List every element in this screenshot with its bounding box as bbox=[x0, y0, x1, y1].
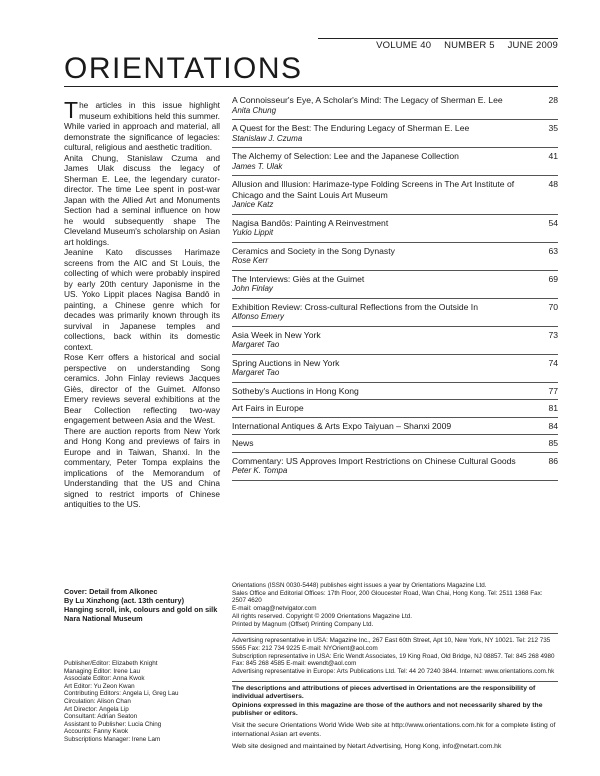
disclaimer-note: The descriptions and attributions of pieces advertised in Orientations are the responsibility of individual advertisers. bbox=[232, 684, 536, 701]
toc-title: Ceramics and Society in the Song Dynasty bbox=[232, 245, 395, 256]
toc-entry[interactable] bbox=[232, 176, 558, 215]
intro-paragraph: The articles in this issue highlight museum exhibitions held this summer. While varied in approach and material, all demonstrate the significance of legacies: cultural, religious and aesthetic tradition. bbox=[64, 97, 220, 152]
toc-entry[interactable] bbox=[232, 243, 558, 271]
toc-title: News bbox=[232, 438, 254, 448]
toc-page-number: 48 bbox=[548, 179, 558, 189]
toc-entry[interactable] bbox=[232, 383, 558, 401]
advertising-europe-line: Advertising representative in Europe: Arts Publications Ltd. Tel: 44 20 7240 3844. Internet: www.orientations.com.hk bbox=[232, 668, 555, 676]
staff-line: Associate Editor: Anna Kwok bbox=[64, 675, 145, 683]
toc-entry[interactable] bbox=[232, 327, 558, 355]
toc-title: Art Fairs in Europe bbox=[232, 403, 304, 413]
toc-entry[interactable] bbox=[232, 92, 558, 120]
toc-title: Nagisa Bandōs: Painting A Reinvestment bbox=[232, 217, 389, 228]
toc-page-number: 70 bbox=[548, 301, 558, 312]
toc-author: Janice Katz bbox=[232, 200, 274, 209]
staff-line: Contributing Editors: Angela Li, Greg Lau bbox=[64, 690, 179, 698]
website-note: Visit the secure Orientations World Wide Web site at http://www.orientations.com.hk for a complete listing of international Asian art events. bbox=[232, 722, 556, 738]
toc-author: Margaret Tao bbox=[232, 340, 280, 349]
intro-paragraph: Rose Kerr offers a historical and social perspective on understanding Song ceramics. John Finlay reviews Jacques Giès, director of the Guimet. Alfonso Emery reviews several exhibitions at the Bear Collection reflecting two-way engagement between Asia and the West. bbox=[64, 352, 220, 425]
toc-page-number: 84 bbox=[548, 420, 558, 431]
toc-title: Asia Week in New York bbox=[232, 329, 321, 340]
toc-page-number: 35 bbox=[548, 123, 558, 133]
staff-line: Consultant: Adrian Seaton bbox=[64, 713, 138, 721]
masthead bbox=[64, 52, 558, 87]
publication-line: Orientations (ISSN 0030-5448) publishes eight issues a year by Orientations Magazine Ltd. bbox=[232, 582, 487, 589]
intro-paragraph: Jeanine Kato discusses Harimaze screens from the AIC and St Louis, the collecting of which were probably inspired by early 20th century Japonisme in the US. Yoko Lippit places Nagisa Bandō in painting, a Chinese genre which for decades was primarily known through its survival in Japanese temples and collections, back within its domestic context. bbox=[64, 247, 220, 352]
cover-caption-line: Cover: Detail from Alkonec bbox=[64, 587, 158, 596]
toc-title: Commentary: US Approves Import Restrictions on Chinese Cultural Goods bbox=[232, 455, 516, 466]
toc-entry[interactable] bbox=[232, 271, 558, 299]
advertising-us-line: Advertising representative in USA: Magazine Inc., 267 East 60th Street, Apt 10, New York, NY 10021. Tel: 212 735 5565 Fax: 212 734 9225 E-mail: NYOrient@aol.com bbox=[232, 637, 551, 652]
staff-line: Publisher/Editor: Elizabeth Knight bbox=[64, 660, 158, 667]
toc-title: International Antiques & Arts Expo Taiyuan – Shanxi 2009 bbox=[232, 420, 452, 431]
editorial-intro bbox=[64, 97, 220, 510]
toc-title: Exhibition Review: Cross-cultural Reflections from the Outside In bbox=[232, 301, 478, 312]
intro-paragraph: Anita Chung, Stanislaw Czuma and James Ulak discuss the legacy of Sherman E. Lee, the legendary curator-director. The time Lee spent in post-war Japan with the Allied Art and Monuments Section had a seminal influence on how he would subsequently shape The Cleveland Museum's scholarship on Asian art holdings. bbox=[64, 152, 220, 247]
toc-entry[interactable] bbox=[232, 418, 558, 436]
toc-author: Rose Kerr bbox=[232, 256, 269, 265]
number-label: NUMBER 5 bbox=[444, 40, 495, 51]
toc-entry[interactable] bbox=[232, 453, 558, 481]
table-of-contents bbox=[232, 92, 558, 481]
toc-page-number: 86 bbox=[548, 455, 558, 466]
toc-title: A Quest for the Best: The Enduring Legacy of Sherman E. Lee bbox=[232, 123, 470, 133]
publication-email: E-mail: omag@netvigator.com bbox=[232, 605, 317, 613]
issue-date: JUNE 2009 bbox=[507, 40, 558, 51]
staff-line: Art Director: Angela Lip bbox=[64, 705, 129, 713]
cover-caption-line: Hanging scroll, ink, colours and gold on silk bbox=[64, 605, 218, 614]
toc-page-number: 63 bbox=[548, 245, 558, 256]
website-credit: Web site designed and maintained by Netart Advertising, Hong Kong, info@netart.com.hk bbox=[232, 743, 502, 751]
toc-title: The Interviews: Giès at the Guimet bbox=[232, 273, 365, 284]
intro-paragraph: There are auction reports from New York and Hong Kong and previews of fairs in Europe and in Taiwan, Shanxi. In the commentary, Peter Tompa explains the implications of the Memorandum of Understanding that the US and China signed to restrict imports of Chinese antiquities to the US. bbox=[64, 425, 220, 509]
toc-author: Margaret Tao bbox=[232, 368, 280, 377]
toc-entry[interactable] bbox=[232, 355, 558, 383]
toc-author: Anita Chung bbox=[232, 105, 277, 115]
volume-label: VOLUME 40 bbox=[376, 40, 432, 51]
toc-title: The Alchemy of Selection: Lee and the Japanese Collection bbox=[232, 151, 459, 161]
toc-author: Stanislaw J. Czuma bbox=[232, 133, 303, 143]
toc-entry[interactable] bbox=[232, 400, 558, 418]
cover-caption bbox=[64, 587, 230, 623]
toc-page-number: 73 bbox=[548, 329, 558, 340]
cover-caption-line: By Lu Xinzhong (act. 13th century) bbox=[64, 596, 185, 605]
toc-page-number: 69 bbox=[548, 273, 558, 284]
staff-line: Circulation: Alison Chan bbox=[64, 697, 131, 705]
toc-page-number: 85 bbox=[548, 438, 558, 448]
toc-page-number: 81 bbox=[548, 403, 558, 413]
copyright-line: All rights reserved. Copyright © 2009 Orientations Magazine Ltd. bbox=[232, 612, 412, 620]
toc-page-number: 54 bbox=[548, 217, 558, 228]
toc-page-number: 41 bbox=[548, 151, 558, 161]
subscription-us-line: Subscription representative in USA: Eric Wendt Associates, 19 King Road, Old Bridge, NJ 08857. Tel: 845 268 4980 Fax: 845 268 4585 E-mail: ewendt@aol.com bbox=[232, 652, 555, 668]
toc-title: Spring Auctions in New York bbox=[232, 357, 340, 368]
toc-author: John Finlay bbox=[232, 284, 273, 293]
printer-line: Printed by Magnum (Offset) Printing Company Ltd. bbox=[232, 620, 374, 628]
staff-line: Managing Editor: Irene Lau bbox=[64, 667, 140, 675]
toc-entry[interactable] bbox=[232, 435, 558, 453]
disclaimer-note: Opinions expressed in this magazine are those of the authors and not necessarily shared by the publisher or editors. bbox=[232, 701, 543, 717]
toc-title: Allusion and Illusion: Harimaze-type Folding Screens in The Art Institute of Chicago and the Saint Louis Art Museum bbox=[232, 179, 515, 200]
toc-page-number: 77 bbox=[548, 385, 558, 396]
staff-line: Accounts: Fanny Kwok bbox=[64, 728, 129, 736]
divider bbox=[232, 681, 558, 682]
toc-entry[interactable] bbox=[232, 215, 558, 243]
toc-entry[interactable] bbox=[232, 148, 558, 176]
toc-entry[interactable] bbox=[232, 299, 558, 327]
toc-entry[interactable] bbox=[232, 120, 558, 148]
divider bbox=[232, 633, 558, 634]
staff-credits bbox=[64, 660, 224, 744]
toc-author: James T. Ulak bbox=[232, 161, 283, 171]
publication-info bbox=[232, 582, 558, 752]
cover-caption-line: Nara National Museum bbox=[64, 614, 143, 623]
toc-title: Sotheby's Auctions in Hong Kong bbox=[232, 385, 359, 396]
toc-author: Alfonso Emery bbox=[232, 312, 285, 321]
publication-line: Sales Office and Editorial Offices: 17th Floor, 200 Gloucester Road, Wan Chai, Hong Kong. Tel: 2511 1368 Fax: 2507 4620 bbox=[232, 589, 543, 605]
toc-author: Peter K. Tompa bbox=[232, 466, 288, 475]
issue-info-bar bbox=[318, 38, 558, 51]
staff-line: Assistant to Publisher: Lucia Ching bbox=[64, 720, 162, 728]
staff-line: Art Editor: Yu Zeon Kwan bbox=[64, 682, 135, 690]
toc-title: A Connoisseur's Eye, A Scholar's Mind: The Legacy of Sherman E. Lee bbox=[232, 95, 503, 105]
toc-author: Yukio Lippit bbox=[232, 228, 274, 237]
magazine-title: ORIENTATIONS bbox=[64, 52, 303, 85]
toc-page-number: 74 bbox=[548, 357, 558, 368]
toc-page-number: 28 bbox=[548, 95, 558, 105]
staff-line: Subscriptions Manager: Irene Lam bbox=[64, 735, 161, 743]
